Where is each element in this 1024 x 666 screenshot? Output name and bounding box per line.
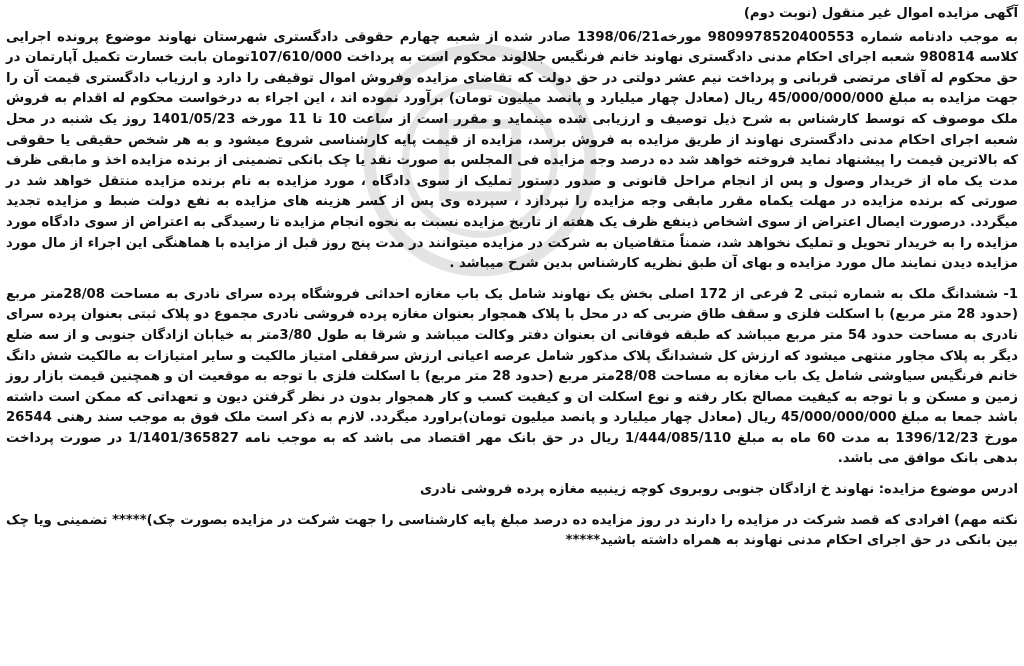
notice-important-note: نکته مهم) افرادی که قصد شرکت در مزایده را دارند در روز مزایده ده درصد مبلغ پایه کارشناسی را جهت شرکت در مزایده بصورت چک)***** تضمینی ویا چک بین بانکی در حق اجرای احکام مدنی نهاوند به همراه داشته باشید***** — [6, 512, 1018, 549]
notice-intro-paragraph: به موجب دادنامه شماره 9809978520400553 مورخه1398/06/21 صادر شده از شعبه چهارم حقوقی دادگستری شهرستان نهاوند موضوع پرونده اجرایی کلاسه 980814 شعبه اجرای احکام مدنی دادگستری نهاوند خانم فرنگیس جلالوند محکوم است به پرداخت 107/610/000تومان بابت خسارت تکمیل آپارتمان در حق محکوم له آقای مرتضی قربانی و پرداخت نیم عشر دولتی در حق دولت که تقاضای مزایده وفروش اموال توقیفی را دارد و ارزیاب دادگستری قیمت آن را جهت مزایده به مبلغ 45/000/000/000 ریال (معادل چهار میلیارد و پانصد میلیون تومان) برآورد نموده اند ، این اجراء به درخواست محکوم له اقدام به فروش ملک موصوف که توسط کارشناس به شرح ذیل توصیف و ارزیابی شده مینماید و مقرر است از ساعت 10 تا 11 مورخه 1401/05/23 روز یک شنبه در محل شعبه اجرای احکام مدنی دادگستری نهاوند از طریق مزایده به فروش برسد، مزایده از قیمت پایه کارشناسی شروع میشود و به هر شخص حقیقی یا حقوقی که بالاترین قیمت را پیشنهاد نماید فروخته خواهد شد ده درصد وجه مزایده فی المجلس به صورت نقد یا چک بانکی تضمینی از برنده مزایده اخذ و مابقی ظرف مدت یک ماه از خریدار وصول و پس از انجام مراحل قانونی و صدور دستور تملیک از سوی دادگاه ، مورد مزایده به نام برنده مزایده منتقل خواهد شد در صورتی که برنده مزایده در مهلت یکماه مقرر مابقی وجه مزایده را نپردازد ، سپرده وی پس از کسر هزینه های مزایده به نفع دولت ضبط و مزایده تجدید میگردد. درصورت ایصال اعتراض از سوی اشخاص ذینفع ظرف یک هفته از تاریخ مزایده نسبت به نحوه انجام مزایده تا رسیدگی به اعتراض از سوی دادگاه مورد مزایده را به خریدار تحویل و تملیک نخواهد شد، ضمناً متقاضیان به شرکت در مزایده میتوانند در مدت پنج روز قبل از مزایده با هماهنگی این اجراء از مال مورد مزایده دیدن نمایند مال مورد مزایده و بهای آن طبق نظریه کارشناس بدین شرح میباشد . — [6, 29, 1019, 272]
notice-address: ادرس موضوع مزایده: نهاوند خ ازادگان جنوبی روبروی کوچه زینبیه مغازه پرده فروشی نادری — [419, 482, 1018, 498]
spacer — [6, 501, 1018, 511]
auction-notice — [6, 4, 1018, 552]
notice-item-paragraph: 1- ششدانگ ملک به شماره ثبتی 2 فرعی از 172 اصلی بخش یک نهاوند شامل یک باب مغازه احداثی فروشگاه پرده سرای نادری به مساحت 28/08متر مربع (حدود 28 متر مربع) با اسکلت فلزی و سقف طاق ضربی که در محل با پلاک همجوار بعنوان مغازه پرده فروشی نادری مجموع دو پلاک ثبتی بعنوان پرده سرای نادری به مساحت حدود 54 متر مربع میباشد که طبقه فوقانی ان بعنوان دفتر وکالت میباشد و شرقا به طول 3/80متر به خیابان ازادگان جنوبی و از سه ضلع دیگر به پلاک مجاور منتهی میشود که ارزش کل ششدانگ پلاک مذکور شامل عرصه اعیانی ارزش سرقفلی امتیاز مالکیت و سایر امتیازات به مالکیت شش دانگ خانم فرنگیس سیاوشی شامل یک باب مغازه به مساحت 28/08متر مربع (حدود 28 متر مربع) با اسکلت فلزی با توجه به موقعیت ان و همچنین قیمت بازار روز زمین و مسکن و با توجه به کیفیت مصالح بکار رفته و نوع اسکلت ان و کیفیت کسب و کار همجوار بدون در نظر گرفتن دیون و تعهداتی که ممکن است داشته باشد جمعا به مبلغ 45/000/000/000 ریال (معادل چهار میلیارد و پانصد میلیون تومان)براورد میگردد. لازم به ذکر است ملک فوق به موجب سند رهنی 26544 مورخ 1396/12/23 به مدت 60 ماه به مبلغ 1/444/085/110 ریال در حق بانک مهر اقتصاد می باشد که به موجب نامه 1/1401/365827 در صورت پرداخت بدهی بانک موافق می باشد. — [6, 286, 1019, 467]
spacer — [6, 470, 1018, 480]
notice-title: آگهی مزایده اموال غیر منقول (نوبت دوم) — [743, 6, 1018, 21]
spacer — [6, 275, 1018, 285]
